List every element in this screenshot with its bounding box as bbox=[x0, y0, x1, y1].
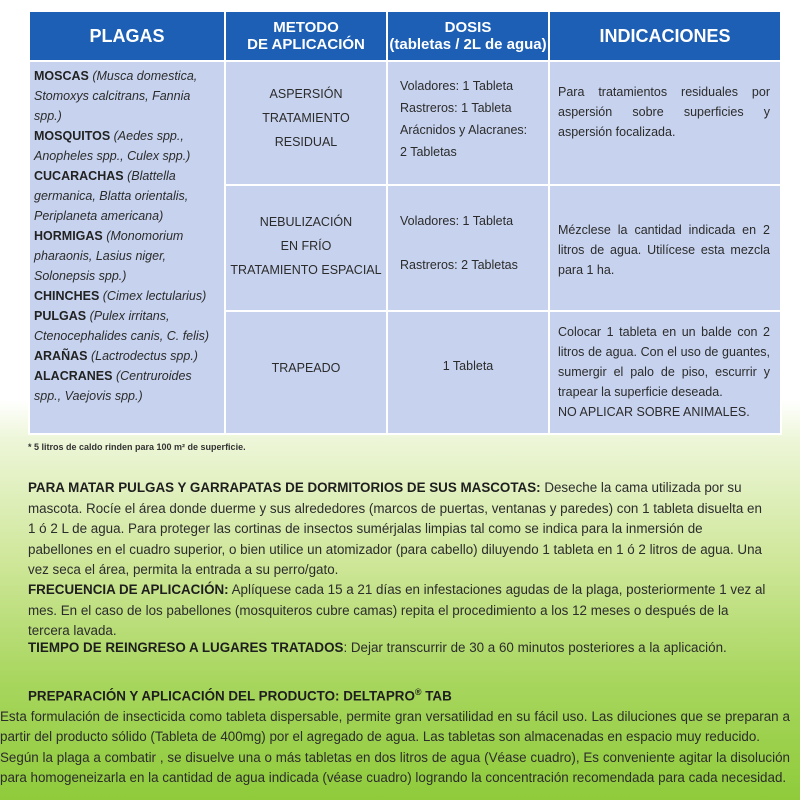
preparation-paragraph bbox=[0, 682, 790, 789]
table-row bbox=[29, 61, 781, 185]
dose-line: 1 Tableta bbox=[442, 359, 494, 373]
dose-cell bbox=[387, 311, 549, 434]
pest-name: HORMIGAS bbox=[34, 229, 103, 243]
dose-line bbox=[400, 232, 548, 254]
frequency-text: Aplíquese cada 15 a 21 días en infestaciones agudas de la plaga, posteriormente 1 vez al mes. En el caso de los pabellones (mosquiteros cubre camas) repita el procedimiento a los 12 meses o después de la tercera lavada. bbox=[28, 582, 766, 638]
pest-item bbox=[34, 306, 218, 346]
frequency-heading: FRECUENCIA DE APLICACIÓN: bbox=[28, 582, 229, 597]
pest-species: (Aedes spp., Anopheles spp., Culex spp.) bbox=[34, 129, 191, 163]
pest-species: (Pulex irritans, Ctenocephalides canis, C. felis) bbox=[34, 309, 210, 343]
warning-text: NO APLICAR SOBRE ANIMALES. bbox=[558, 405, 750, 419]
pest-species: (Cimex lectularius) bbox=[99, 289, 207, 303]
preparation-heading-tab: TAB bbox=[421, 688, 452, 704]
method-line: TRAPEADO bbox=[271, 361, 341, 375]
indication-cell: Para tratamientos residuales por aspersión sobre superficies y aspersión focalizada. bbox=[549, 61, 781, 185]
pets-text: Deseche la cama utilizada por su mascota. Rocíe el área donde duerme y sus alrededores (marcos de puertas, ventanas y paredes) con 1 tableta disuelta en 1 ó 2 L de agua. Para proteger las cortinas de insectos sumérjalas limpias tal como se indica para la inmersión de pabellones en el cuadro superior, o bien utilice un atomizador (para cabello) diluyendo 1 tableta en 1 ó 2 litros de agua. Una vez seca el área, permita la entrada a su perro/gato. bbox=[28, 480, 762, 577]
pest-item bbox=[34, 166, 218, 226]
pets-paragraph bbox=[28, 478, 768, 581]
method-line: ASPERSIÓN bbox=[269, 87, 343, 101]
indication-cell bbox=[549, 311, 781, 434]
pest-name: CUCARACHAS bbox=[34, 169, 124, 183]
pest-species: (Blattella germanica, Blatta orientalis, Periplaneta americana) bbox=[34, 169, 189, 223]
dose-line: Voladores: 1 Tableta bbox=[400, 214, 514, 228]
preparation-text-2: Según la plaga a combatir , se disuelve una o más tabletas en dos litros de agua (Véase cuadro), Es conveniente agitar la disolución para homogeneizarla en la cantidad de agua indicada (véase cuadro) logrando la concentración recomendada para cada necesidad. bbox=[0, 749, 790, 786]
method-line: TRATAMIENTO bbox=[262, 111, 350, 125]
table-header-row bbox=[29, 11, 781, 61]
pest-item bbox=[34, 66, 218, 126]
pest-item bbox=[34, 346, 218, 366]
header-metodo bbox=[225, 11, 387, 61]
reentry-heading: TIEMPO DE REINGRESO A LUGARES TRATADOS bbox=[28, 640, 344, 655]
method-line: NEBULIZACIÓN bbox=[259, 215, 353, 229]
registered-mark: ® bbox=[414, 687, 422, 697]
pest-name: ALACRANES bbox=[34, 369, 113, 383]
method-line: RESIDUAL bbox=[274, 135, 338, 149]
footnote: * 5 litros de caldo rinden para 100 m² de superficie. bbox=[28, 442, 246, 452]
header-dosis bbox=[387, 11, 549, 61]
pest-item bbox=[34, 286, 218, 306]
dose-cell bbox=[387, 61, 549, 185]
pest-name: MOSQUITOS bbox=[34, 129, 111, 143]
dose-line: Voladores: 1 Tableta bbox=[400, 79, 514, 93]
pest-list bbox=[34, 66, 218, 406]
dose-cell bbox=[387, 185, 549, 311]
pest-species: (Centruroides spp., Vaejovis spp.) bbox=[34, 369, 192, 403]
method-line: TRATAMIENTO ESPACIAL bbox=[230, 263, 382, 277]
reentry-text: : Dejar transcurrir de 30 a 60 minutos posteriores a la aplicación. bbox=[343, 640, 727, 655]
dose-line: Arácnidos y Alacranes: bbox=[400, 123, 528, 137]
preparation-text-1: Esta formulación de insecticida como tableta dispersable, permite gran versatilidad en su fácil uso. Las diluciones que se preparan a partir del producto sólido (Tableta de 400mg) por el agregado de agua. Las tabletas son almacenadas en espacio muy reducido. bbox=[0, 708, 790, 745]
dose-line: 2 Tabletas bbox=[400, 145, 457, 159]
header-metodo-label: METODO DE APLICACIÓN bbox=[247, 19, 365, 53]
pest-species: (Musca domestica, Stomoxys calcitrans, Fannia spp.) bbox=[34, 69, 198, 123]
pest-name: ARAÑAS bbox=[34, 349, 88, 363]
header-dosis-label: DOSIS (tabletas / 2L de agua) bbox=[389, 19, 547, 53]
frequency-paragraph bbox=[28, 580, 768, 642]
indication-text: Colocar 1 tableta en un balde con 2 litros de agua. Con el uso de guantes, sumergir el palo de piso, escurrir y trapear la superficie deseada. bbox=[558, 325, 770, 399]
pest-item bbox=[34, 126, 218, 166]
pests-cell bbox=[29, 61, 225, 434]
reentry-paragraph bbox=[28, 638, 768, 659]
pest-item bbox=[34, 366, 218, 406]
pest-species: (Monomorium pharaonis, Lasius niger, Solonepsis spp.) bbox=[34, 229, 184, 283]
method-line: EN FRÍO bbox=[280, 239, 332, 253]
header-plagas: PLAGAS bbox=[29, 11, 225, 61]
dose-line: Rastreros: 1 Tableta bbox=[400, 101, 512, 115]
method-cell bbox=[225, 311, 387, 434]
pets-heading: PARA MATAR PULGAS Y GARRAPATAS DE DORMITORIOS DE SUS MASCOTAS: bbox=[28, 480, 541, 495]
preparation-heading: PREPARACIÓN Y APLICACIÓN DEL PRODUCTO: DELTAPRO bbox=[28, 688, 415, 704]
pest-species: (Lactrodectus spp.) bbox=[87, 349, 198, 363]
method-cell bbox=[225, 185, 387, 311]
method-cell bbox=[225, 61, 387, 185]
pest-name: PULGAS bbox=[34, 309, 87, 323]
pest-item bbox=[34, 226, 218, 286]
dosage-table bbox=[28, 10, 782, 435]
dose-line: Rastreros: 2 Tabletas bbox=[400, 258, 518, 272]
pest-name: MOSCAS bbox=[34, 69, 89, 83]
header-indicaciones: INDICACIONES bbox=[549, 11, 781, 61]
indication-cell: Mézclese la cantidad indicada en 2 litros de agua. Utilícese esta mezcla para 1 ha. bbox=[549, 185, 781, 311]
pest-name: CHINCHES bbox=[34, 289, 100, 303]
